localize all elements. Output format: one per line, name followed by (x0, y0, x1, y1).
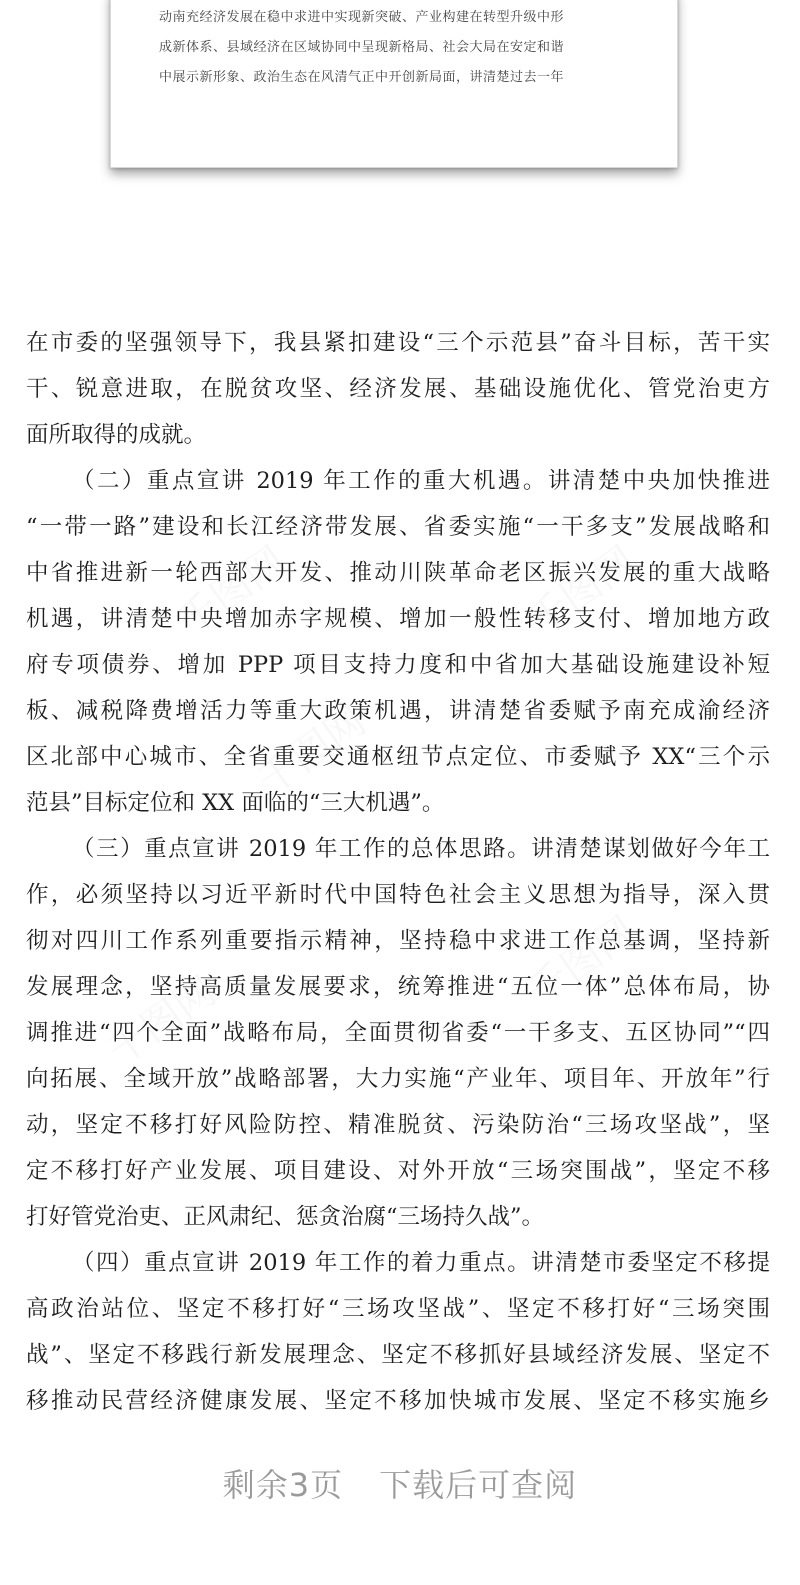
body-line: 中省推进新一轮西部大开发、推动川陕革命老区振兴发展的重大战略 (26, 560, 770, 586)
body-line: 高政治站位、坚定不移打好“三场攻坚战”、坚定不移打好“三场突围 (26, 1296, 770, 1322)
body-line: 动，坚定不移打好风险防控、精准脱贫、污染防治“三场攻坚战”，坚 (26, 1112, 770, 1138)
body-line: 作，必须坚持以习近平新时代中国特色社会主义思想为指导，深入贯 (26, 882, 770, 908)
download-prompt[interactable] (0, 1460, 800, 1506)
body-line: 范县”目标定位和 XX 面临的“三大机遇”。 (26, 790, 445, 816)
body-line: 在市委的坚强领导下，我县紧扣建设“三个示范县”奋斗目标，苦干实 (26, 330, 770, 356)
body-line: 战”、坚定不移践行新发展理念、坚定不移抓好县域经济发展、坚定不 (26, 1342, 770, 1368)
body-line: 区北部中心城市、全省重要交通枢纽节点定位、市委赋予 XX“三个示 (26, 744, 770, 770)
body-line: 面所取得的成就。 (26, 422, 207, 448)
watermark: 千图网 (99, 968, 225, 1075)
body-line: 定不移打好产业发展、项目建设、对外开放“三场突围战”，坚定不移 (26, 1158, 770, 1184)
paragraph-heading-line: （四）重点宣讲 2019 年工作的着力重点。讲清楚市委坚定不移提 (72, 1250, 770, 1276)
document-preview-card (110, 0, 678, 168)
paragraph-heading-line: （三）重点宣讲 2019 年工作的总体思路。讲清楚谋划做好今年工 (72, 836, 770, 862)
body-line: 彻对四川工作系列重要指示精神，坚持稳中求进工作总基调，坚持新 (26, 928, 770, 954)
body-line: 干、锐意进取，在脱贫攻坚、经济发展、基础设施优化、管党治吏方 (26, 376, 770, 402)
preview-line: 动南充经济发展在稳中求进中实现新突破、产业构建在转型升级中形 (159, 10, 565, 25)
body-line: “一带一路”建设和长江经济带发展、省委实施“一干多支”发展战略和 (26, 514, 770, 540)
body-line: 板、减税降费增活力等重大政策机遇，讲清楚省委赋予南充成渝经济 (26, 698, 770, 724)
body-line: 向拓展、全域开放”战略部署，大力实施“产业年、项目年、开放年”行 (26, 1066, 770, 1092)
preview-text (159, 3, 637, 93)
document-body (26, 320, 770, 1424)
watermark: 千图网 (519, 538, 645, 645)
body-line: 机遇，讲清楚中央增加赤字规模、增加一般性转移支付、增加地方政 (26, 606, 770, 632)
paragraph-heading-line: （二）重点宣讲 2019 年工作的重大机遇。讲清楚中央加快推进 (72, 468, 770, 494)
body-line: 府专项债券、增加 PPP 项目支持力度和中省加大基础设施建设补短 (26, 652, 770, 678)
watermark: 千图网 (519, 908, 645, 1015)
remaining-pages-label[interactable]: 剩余3页 (222, 1466, 344, 1504)
watermark: 千图网 (169, 538, 295, 645)
body-line: 发展理念，坚持高质量发展要求，统筹推进“五位一体”总体布局，协 (26, 974, 770, 1000)
body-line: 打好管党治吏、正风肃纪、惩贪治腐“三场持久战”。 (26, 1204, 545, 1230)
preview-line: 成新体系、县域经济在区域协同中呈现新格局、社会大局在安定和谐 (159, 40, 565, 55)
preview-line: 中展示新形象、政治生态在风清气正中开创新局面，讲清楚过去一年 (159, 70, 565, 85)
body-line: 调推进“四个全面”战略布局，全面贯彻省委“一干多支、五区协同”“四 (26, 1020, 770, 1046)
watermark: 千图网 (249, 698, 375, 805)
download-to-view-label[interactable]: 下载后可查阅 (379, 1466, 578, 1504)
body-line: 移推动民营经济健康发展、坚定不移加快城市发展、坚定不移实施乡 (26, 1388, 770, 1414)
